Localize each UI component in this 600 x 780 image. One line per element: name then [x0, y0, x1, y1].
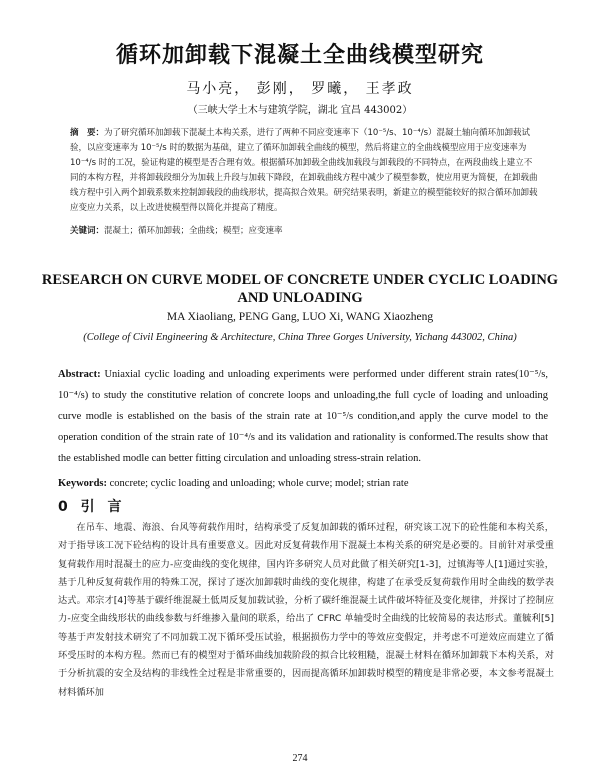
english-abstract — [58, 364, 548, 469]
english-title: RESEARCH ON CURVE MODEL OF CONCRETE UNDER CYCLIC LOADING AND UNLOADING — [41, 272, 559, 306]
chinese-abstract — [70, 126, 540, 216]
chinese-keywords-text: 混凝土；循环加卸载；全曲线；模型；应变速率 — [104, 226, 283, 236]
chinese-abstract-text: 为了研究循环加卸载下混凝土本构关系，进行了两种不同应变速率下（10⁻⁵/s、10⁻⁴/s）混凝土轴向循环加卸载试验，以应变速率为 10⁻⁵/s 时的数据为基础，建立了循环加卸载全曲线的模型，然后将建立的全曲线模型应用于应变速率为 10⁻⁴/s 时的工况，验证构建的模型是否合理有效。根据循环加卸载全曲线加载段与卸载段的不同特点，在两段曲线上建立不同的本构方程，并将卸载段细分为加载上升段与加载下降段，在卸载曲线方程中减少了模型参数，使应用更为简便，在卸载曲线方程中引入两个卸载系数来控制卸载段的曲线形状，提高拟合效果。研究结果表明，新建立的模型能较好的拟合循环加卸载应变应力关系，以上改进使模型得以简化并提高了精度。 — [70, 128, 538, 213]
section-heading-introduction: 0 引 言 — [58, 499, 126, 515]
chinese-keywords-label: 关键词： — [70, 226, 105, 236]
english-keywords-text: concrete; cyclic loading and unloading; whole curve; model; strian rate — [109, 478, 409, 489]
introduction-paragraph: 在吊车、地震、海浪、台风等荷载作用时，结构承受了反复加卸载的循环过程，研究该工况下的砼性能和本构关系，对于指导该工况下砼结构的设计具有重要意义。因此对反复荷载作用下混凝土本构关系的研究是必要的。目前针对承受重复荷载作用时混凝土的应力-应变曲线的变化规律，国内许多研究人员对此做了相关研究[1-3]，过镇海等人[1]通过实验，基于几种反复荷载作用的特殊工况，探讨了逐次加卸载时曲线的变化规律，构建了在承受反复荷载作用时全曲线的数学表达式。邓宗才[4]等基于碳纤维混凝土低周反复加载试验，分析了碳纤维混凝土试件破坏特征及变化规律，并探讨了控制应力-应变全曲线形状的曲线参数与纤维掺入量间的联系，给出了 CFRC 单轴受时全曲线的比较简易的表达形式。董毓利[5]等基于声发射技术研究了不同加载工况下循环受压试验，根据损伤力学中的等效应变假定，并考虑不可逆效应而建立了循环受压时的本构方程。然而已有的模型对于循环曲线加载阶段的拟合比较粗糙，混凝土材料在循环加卸载下本构关系，对于分析抗震的安全及结构的非线性全过程是非常重要的，因而提高循环加卸载时模型的精度是非常必要，本文参考混凝土材料循环加 — [58, 522, 554, 698]
chinese-abstract-label: 摘 要： — [70, 128, 105, 138]
introduction-body — [58, 519, 554, 702]
chinese-authors: 马小亮， 彭刚， 罗曦， 王孝政 — [186, 81, 414, 97]
chinese-affiliation: （三峡大学土木与建筑学院，湖北 宜昌 443002） — [187, 105, 413, 116]
english-abstract-label: Abstract: — [58, 369, 101, 380]
page-number: 274 — [292, 753, 308, 764]
english-affiliation: (College of Civil Engineering & Architecture, China Three Gorges University, Yichang 443002, China) — [83, 332, 517, 343]
english-authors: MA Xiaoliang, PENG Gang, LUO Xi, WANG Xiaozheng — [166, 311, 434, 323]
chinese-title: 循环加卸载下混凝土全曲线模型研究 — [115, 43, 484, 68]
english-keywords-label: Keywords: — [58, 478, 107, 489]
english-abstract-text: Uniaxial cyclic loading and unloading experiments were performed under different strain rates(10⁻⁵/s, 10⁻⁴/s) to study the constitutive relation of concrete loops and unloading,the full cycle of loading and unloading curve modle is established on the basis of the strain rate at 10⁻⁵/s condition,and apply the curve model to the operation condition of the strain rate of 10⁻⁴/s and its validation and rationality is conformed.The results show that the established modle can better fitting circulation and unloading stress-strain relation. — [58, 369, 549, 464]
english-keywords — [58, 478, 548, 489]
chinese-keywords — [70, 224, 540, 236]
